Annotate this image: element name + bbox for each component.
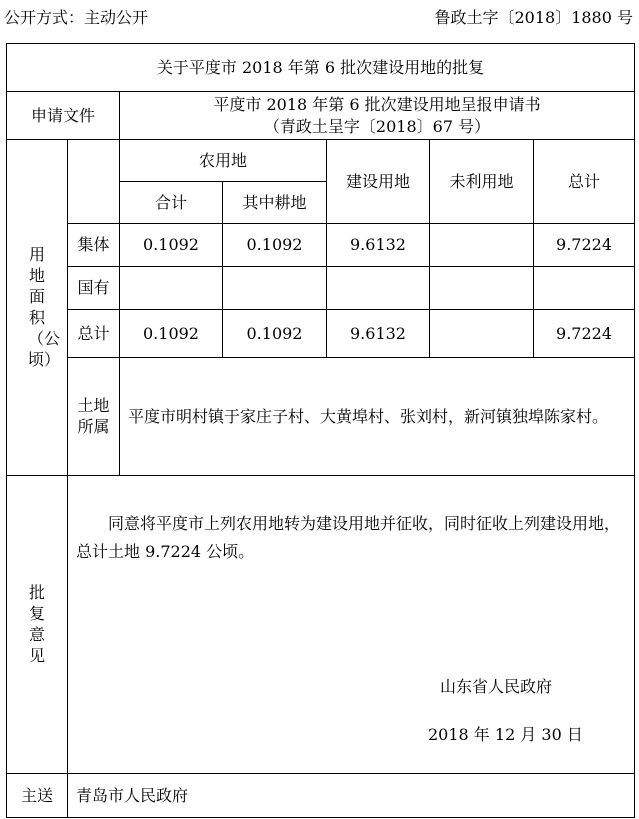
row-label: 集体 <box>68 224 120 267</box>
arable-value: 0.1092 <box>223 224 327 267</box>
total-header: 总计 <box>534 140 635 224</box>
table-row <box>7 310 635 358</box>
header-blank <box>68 140 120 224</box>
document-title: 关于平度市 2018 年第 6 批次建设用地的批复 <box>7 44 635 92</box>
issue-date: 2018 年 12 月 30 日 <box>428 725 583 744</box>
arable-header: 其中耕地 <box>223 182 327 224</box>
construction-value: 9.6132 <box>327 224 430 267</box>
table-row <box>7 267 635 310</box>
row-label: 总计 <box>68 310 120 358</box>
opinion-body: 同意将平度市上列农用地转为建设用地并征收，同时征收上列建设用地，总计土地 9.7224 公顷。 <box>76 514 621 561</box>
farmland-subtotal-value: 0.1092 <box>120 310 223 358</box>
ownership-label-text: 土地所属 <box>77 396 110 436</box>
document-number: 鲁政土字〔2018〕1880 号 <box>434 8 633 27</box>
recipient-value: 青岛市人民政府 <box>68 774 635 818</box>
unused-value <box>430 267 534 310</box>
construction-header: 建设用地 <box>327 140 430 224</box>
construction-value <box>327 267 430 310</box>
application-number: （青政土呈字〔2018〕67 号） <box>263 116 491 136</box>
opinion-label-text: 批复意见 <box>28 583 45 665</box>
total-value: 9.7224 <box>534 224 635 267</box>
opinion-cell <box>68 476 635 774</box>
recipient-label: 主送 <box>7 774 68 818</box>
application-document <box>120 92 635 140</box>
ownership-label <box>68 358 120 476</box>
farmland-subtotal-header: 合计 <box>120 182 223 224</box>
arable-value <box>223 267 327 310</box>
farmland-subtotal-value: 0.1092 <box>120 224 223 267</box>
application-title: 平度市 2018 年第 6 批次建设用地呈报申请书 <box>213 94 541 114</box>
arable-value: 0.1092 <box>223 310 327 358</box>
disclosure-mode: 公开方式：主动公开 <box>4 8 149 27</box>
opinion-label <box>7 476 68 774</box>
total-value: 9.7224 <box>534 310 635 358</box>
total-value <box>534 267 635 310</box>
unused-header: 未利用地 <box>430 140 534 224</box>
ownership-text: 平度市明村镇于家庄子村、大黄埠村、张刘村，新河镇独埠陈家村。 <box>120 358 635 476</box>
table-row <box>7 224 635 267</box>
area-side-label <box>7 140 68 476</box>
row-label: 国有 <box>68 267 120 310</box>
farmland-subtotal-value <box>120 267 223 310</box>
issuer-signature: 山东省人民政府 <box>440 677 553 696</box>
area-side-label-text: 用地面积（公顷） <box>28 245 61 369</box>
approval-table <box>6 43 635 818</box>
unused-value <box>430 310 534 358</box>
application-label: 申请文件 <box>7 92 120 140</box>
construction-value: 9.6132 <box>327 310 430 358</box>
unused-value <box>430 224 534 267</box>
farmland-header: 农用地 <box>120 140 327 182</box>
